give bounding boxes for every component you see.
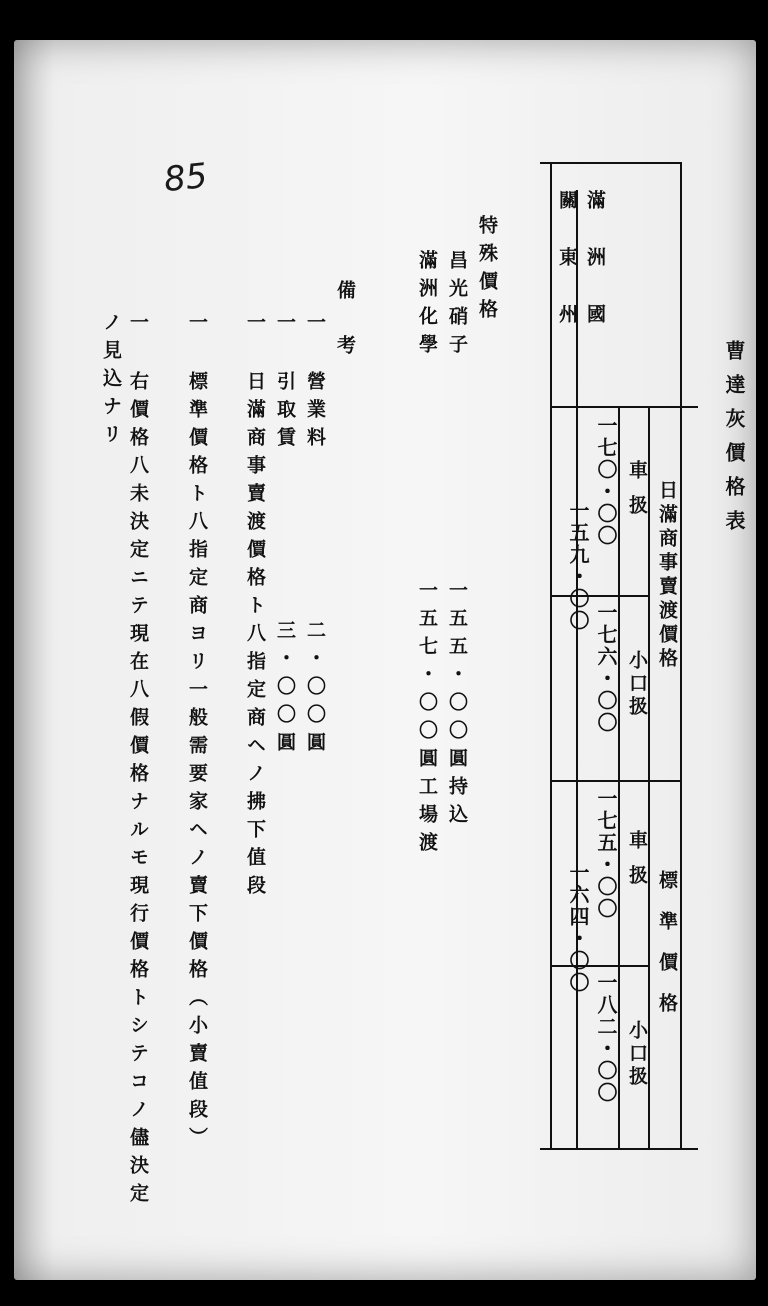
group-header-nichiman: 日滿商事賣渡價格 (656, 480, 678, 672)
handwritten-page-number: 85 (162, 155, 210, 201)
col-header-rail-2: 車扱 (626, 830, 648, 900)
document-title: 曹達灰價格表 (722, 340, 746, 544)
price-cell: 一六四・〇〇 (566, 862, 590, 994)
special-item-name: 昌光硝子 (446, 250, 468, 362)
price-cell: 一七〇・〇〇 (594, 415, 618, 547)
price-cell: 一五九・〇〇 (566, 500, 590, 632)
special-item-name: 滿洲化學 (416, 250, 438, 362)
note-item: 一 標準價格ト八指定商ヨリ一般需要家ヘノ賣下價格（小賣值段） (186, 312, 208, 1155)
special-heading: 特殊價格 (476, 215, 498, 327)
group-header-standard: 標準價格 (656, 870, 678, 1034)
note-item-label: 一 營業料 (304, 312, 326, 455)
note-item-value: 三・〇〇圓 (274, 620, 296, 760)
col-header-small-2: 小口扱 (626, 1020, 648, 1089)
note-item: 一 日滿商事賣渡價格ト八指定商ヘノ拂下值段 (244, 312, 266, 903)
note-item: 一 右價格八未決定ニテ現在八假價格ナルモ現行價格トシテコノ儘決定ノ見込ナリ (100, 312, 149, 1211)
price-cell: 一七六・〇〇 (594, 602, 618, 734)
document-page (14, 40, 756, 1280)
col-header-small-1: 小口扱 (626, 650, 648, 719)
row-header-kwantung: 關東州 (556, 190, 578, 361)
note-item-value: 二・〇〇圓 (304, 620, 326, 760)
note-item-label: 一 引取賃 (274, 312, 296, 455)
special-item-price: 一五五・〇〇圓持込 (446, 580, 468, 832)
special-item-price: 一五七・〇〇圓工場渡 (416, 580, 438, 860)
price-cell: 一八二・〇〇 (594, 972, 618, 1104)
col-header-rail-1: 車扱 (626, 460, 648, 530)
notes-heading: 備考 (334, 280, 356, 390)
row-header-manchukuo: 滿洲國 (584, 190, 606, 361)
price-cell: 一七五・〇〇 (594, 788, 618, 920)
